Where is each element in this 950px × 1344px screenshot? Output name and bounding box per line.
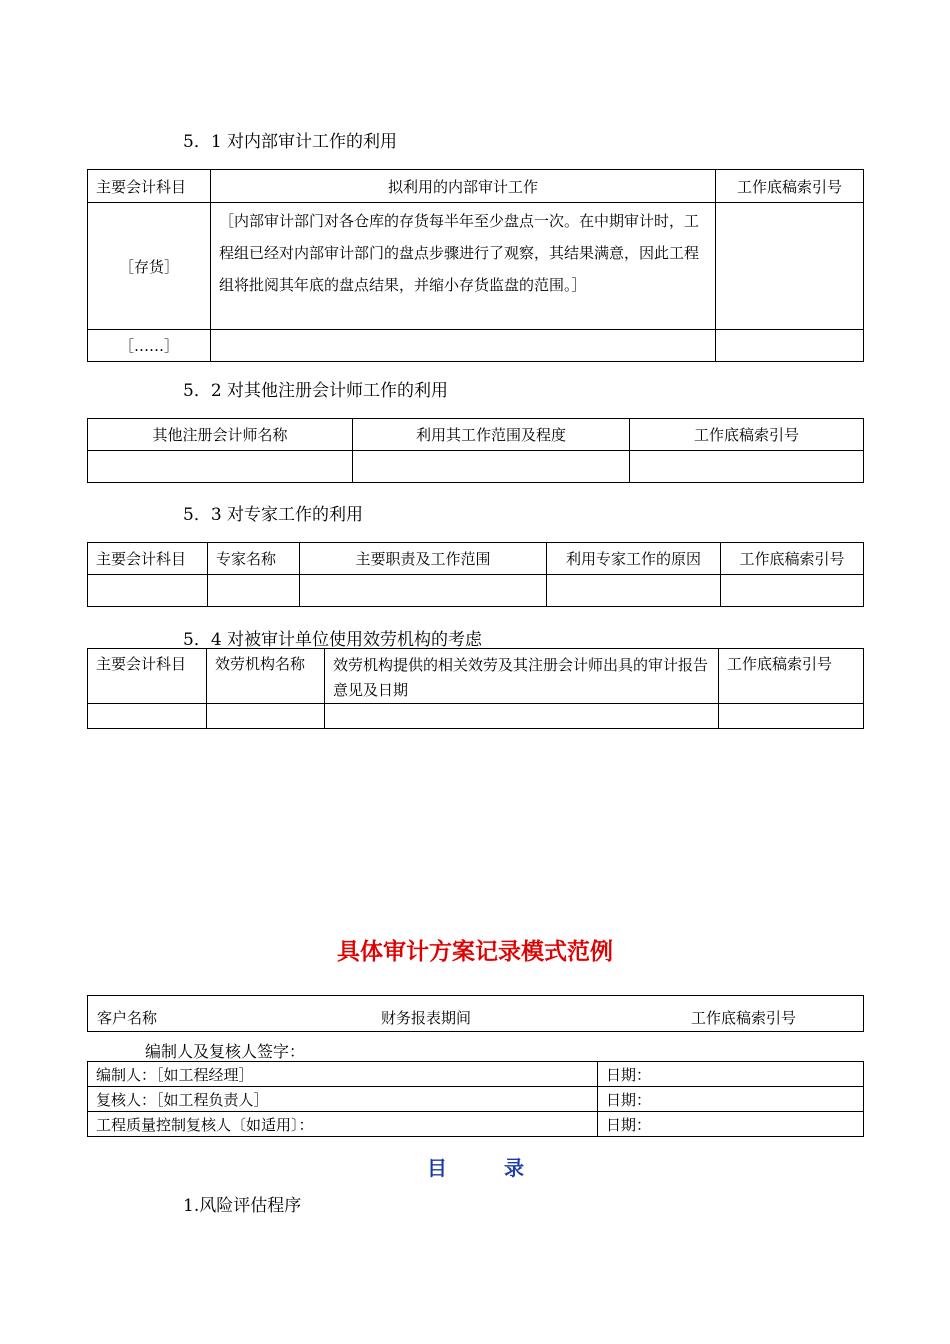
header-cell: 主要职责及工作范围 [300, 543, 547, 575]
header-cell: 其他注册会计师名称 [88, 419, 353, 451]
toc-title-char-2: 录 [504, 1156, 524, 1180]
header-cell: 主要会计科目 [88, 543, 208, 575]
cell-internal-audit-work: ［内部审计部门对各仓库的存货每半年至少盘点一次。在中期审计时，工程组已经对内部审计部门的盘点步骤进行了观察，其结果满意，因此工程组将批阅其年底的盘点结果，并缩小存货监盘的范围。］ [211, 203, 716, 330]
empty-cell [88, 451, 353, 483]
empty-cell [353, 451, 630, 483]
ref-label: 工作底稿索引号 [691, 1009, 797, 1027]
empty-cell [88, 575, 208, 607]
header-cell: 利用专家工作的原因 [547, 543, 721, 575]
header-cell: 工作底稿索引号 [721, 543, 864, 575]
empty-cell [88, 704, 207, 729]
cell-subject: ［存货］ [88, 203, 211, 330]
role-cell: 工程质量控制复核人〔如适用〕： [88, 1112, 598, 1137]
table-expert [87, 542, 864, 607]
signature-label: 编制人及复核人签字： [145, 1042, 306, 1061]
date-cell: 日期： [598, 1112, 864, 1137]
header-cell: 工作底稿索引号 [719, 649, 864, 704]
date-cell: 日期： [598, 1062, 864, 1087]
table-service-org [87, 648, 864, 729]
header-cell: 拟利用的内部审计工作 [211, 170, 716, 203]
toc-item: 1.风险评估程序 [183, 1196, 302, 1216]
client-info-row [88, 996, 864, 1032]
role-cell: 编制人：［如工程经理］ [88, 1062, 598, 1087]
section-heading-5-1: 5．1 对内部审计工作的利用 [183, 132, 398, 152]
header-cell: 效劳机构名称 [207, 649, 325, 704]
document-title: 具体审计方案记录模式范例 [337, 939, 613, 965]
table-client-info [87, 995, 864, 1032]
toc-title-char-1: 目 [427, 1156, 447, 1180]
header-cell: 效劳机构提供的相关效劳及其注册会计师出具的审计报告意见及日期 [325, 649, 719, 704]
empty-cell [300, 575, 547, 607]
date-cell: 日期： [598, 1087, 864, 1112]
empty-cell [208, 575, 300, 607]
client-name-label: 客户名称 [97, 1009, 158, 1027]
table-other-cpa [87, 418, 864, 483]
header-cell: 利用其工作范围及程度 [353, 419, 630, 451]
header-cell: 专家名称 [208, 543, 300, 575]
period-label: 财务报表期间 [381, 1009, 472, 1027]
empty-cell [719, 704, 864, 729]
empty-cell [207, 704, 325, 729]
table-internal-audit [87, 169, 864, 362]
cell-ref [716, 330, 864, 362]
section-heading-5-3: 5．3 对专家工作的利用 [183, 505, 364, 525]
empty-cell [721, 575, 864, 607]
cell-internal-audit-work [211, 330, 716, 362]
header-cell: 工作底稿索引号 [716, 170, 864, 203]
header-cell: 主要会计科目 [88, 649, 207, 704]
section-heading-5-4: 5．4 对被审计单位使用效劳机构的考虑 [183, 630, 483, 650]
header-cell: 主要会计科目 [88, 170, 211, 203]
cell-ref [716, 203, 864, 330]
cell-subject: ［……］ [88, 330, 211, 362]
empty-cell [630, 451, 864, 483]
section-heading-5-2: 5．2 对其他注册会计师工作的利用 [183, 381, 449, 401]
role-cell: 复核人：［如工程负责人］ [88, 1087, 598, 1112]
empty-cell [325, 704, 719, 729]
header-cell: 工作底稿索引号 [630, 419, 864, 451]
empty-cell [547, 575, 721, 607]
table-signatures [87, 1061, 864, 1137]
